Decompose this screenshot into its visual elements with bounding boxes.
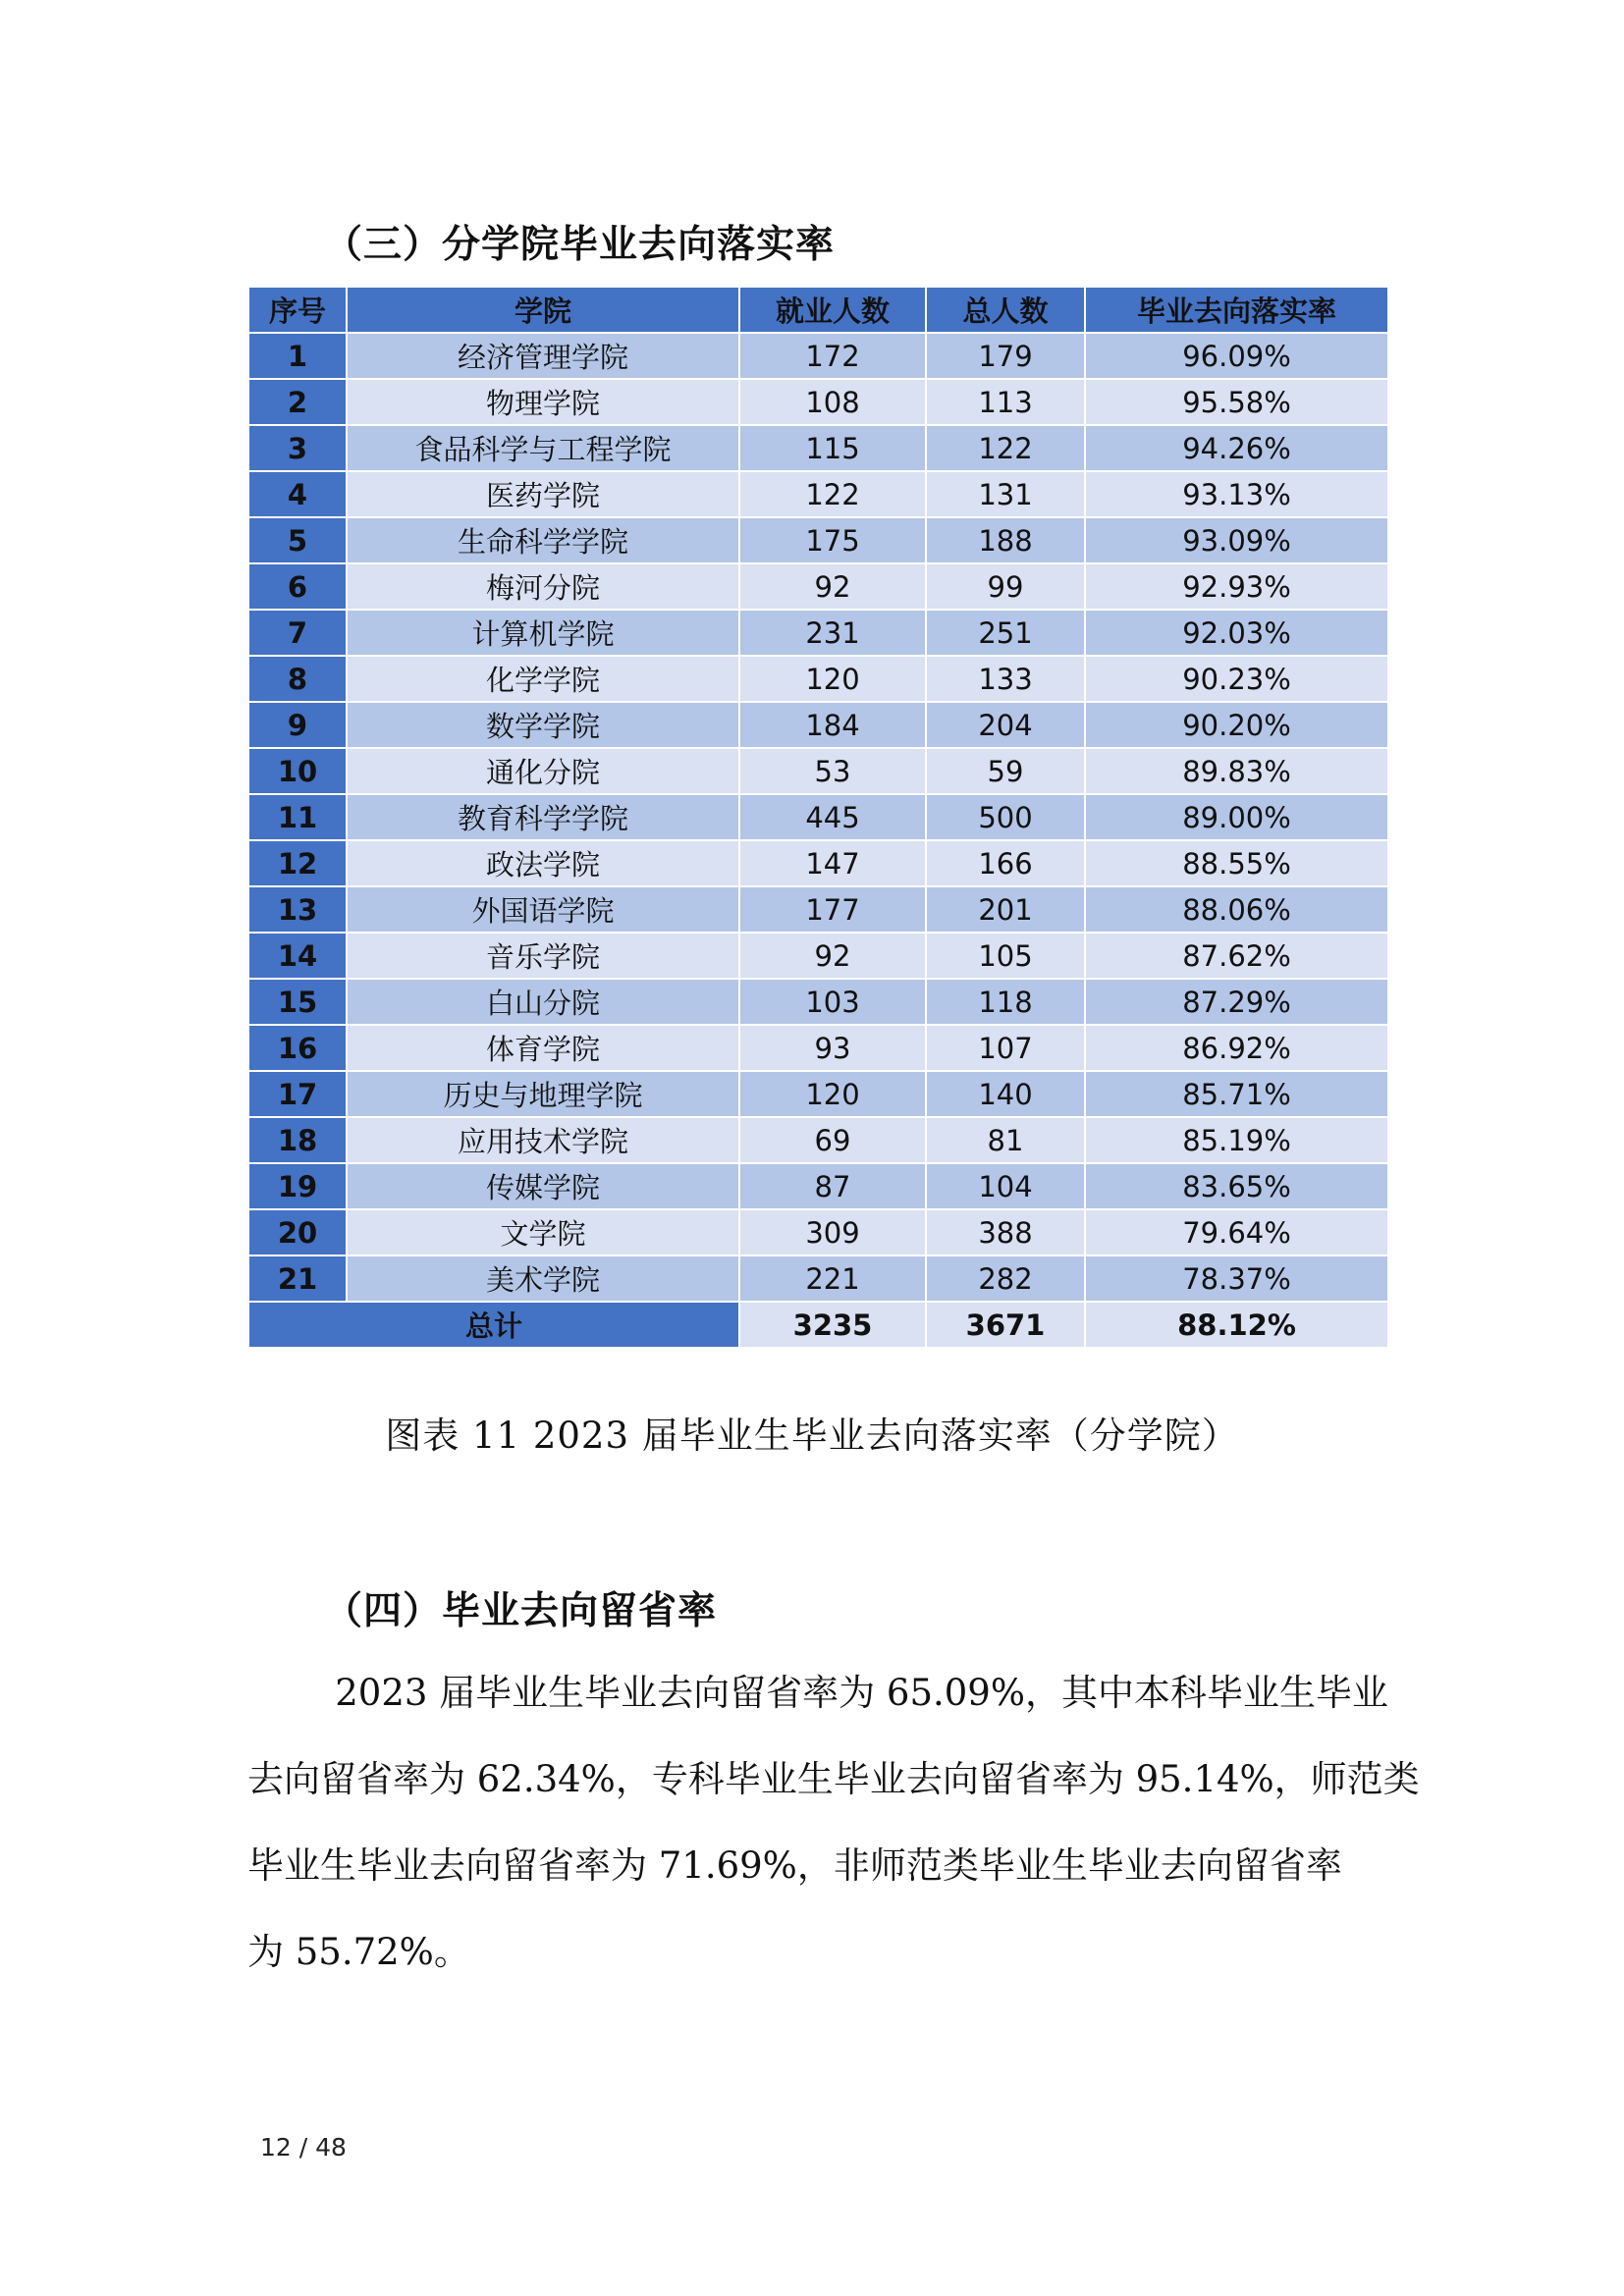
cell-total: 99 xyxy=(926,563,1085,610)
table-row xyxy=(248,886,1388,933)
cell-college: 文学院 xyxy=(347,1209,739,1255)
cell-college: 物理学院 xyxy=(347,379,739,425)
cell-rate: 89.00% xyxy=(1085,794,1388,840)
cell-rate: 89.83% xyxy=(1085,748,1388,794)
cell-total: 122 xyxy=(926,425,1085,471)
cell-college: 白山分院 xyxy=(347,979,739,1025)
figure-caption: 图表 11 2023 届毕业生毕业去向落实率（分学院） xyxy=(385,1415,1239,1457)
cell-index: 10 xyxy=(248,748,347,794)
header-rate: 毕业去向落实率 xyxy=(1085,287,1388,333)
paragraph-line-3: 毕业生毕业去向留省率为 71.69%，非师范类毕业生毕业去向留省率 xyxy=(247,1844,1342,1887)
table-row xyxy=(248,840,1388,886)
cell-employed: 103 xyxy=(739,979,926,1025)
cell-college: 生命科学学院 xyxy=(347,517,739,563)
cell-employed: 93 xyxy=(739,1025,926,1071)
total-count: 3671 xyxy=(926,1302,1085,1348)
cell-index: 19 xyxy=(248,1163,347,1209)
cell-rate: 85.71% xyxy=(1085,1071,1388,1117)
cell-college: 应用技术学院 xyxy=(347,1117,739,1163)
section-3-heading: （三）分学院毕业去向落实率 xyxy=(324,223,836,267)
cell-employed: 177 xyxy=(739,886,926,933)
table-row xyxy=(248,563,1388,610)
section-4-heading: （四）毕业去向留省率 xyxy=(324,1589,718,1633)
cell-total: 251 xyxy=(926,610,1085,656)
cell-college: 政法学院 xyxy=(347,840,739,886)
cell-rate: 92.93% xyxy=(1085,563,1388,610)
cell-rate: 94.26% xyxy=(1085,425,1388,471)
cell-index: 18 xyxy=(248,1117,347,1163)
cell-index: 6 xyxy=(248,563,347,610)
cell-college: 通化分院 xyxy=(347,748,739,794)
cell-employed: 53 xyxy=(739,748,926,794)
cell-index: 12 xyxy=(248,840,347,886)
cell-rate: 96.09% xyxy=(1085,333,1388,379)
cell-rate: 93.13% xyxy=(1085,471,1388,517)
cell-index: 1 xyxy=(248,333,347,379)
total-rate: 88.12% xyxy=(1085,1302,1388,1348)
cell-college: 传媒学院 xyxy=(347,1163,739,1209)
cell-index: 4 xyxy=(248,471,347,517)
cell-total: 118 xyxy=(926,979,1085,1025)
cell-employed: 175 xyxy=(739,517,926,563)
cell-index: 15 xyxy=(248,979,347,1025)
table-row xyxy=(248,1163,1388,1209)
cell-college: 音乐学院 xyxy=(347,933,739,979)
table-row xyxy=(248,933,1388,979)
table-row xyxy=(248,748,1388,794)
total-employed: 3235 xyxy=(739,1302,926,1348)
cell-employed: 231 xyxy=(739,610,926,656)
cell-employed: 172 xyxy=(739,333,926,379)
header-index: 序号 xyxy=(248,287,347,333)
cell-college: 体育学院 xyxy=(347,1025,739,1071)
cell-employed: 115 xyxy=(739,425,926,471)
cell-total: 105 xyxy=(926,933,1085,979)
cell-college: 历史与地理学院 xyxy=(347,1071,739,1117)
cell-employed: 122 xyxy=(739,471,926,517)
table-row xyxy=(248,1255,1388,1302)
cell-total: 201 xyxy=(926,886,1085,933)
cell-college: 教育科学学院 xyxy=(347,794,739,840)
cell-rate: 85.19% xyxy=(1085,1117,1388,1163)
table-body xyxy=(248,333,1388,1302)
cell-employed: 120 xyxy=(739,656,926,702)
cell-rate: 88.06% xyxy=(1085,886,1388,933)
cell-college: 梅河分院 xyxy=(347,563,739,610)
cell-total: 104 xyxy=(926,1163,1085,1209)
cell-index: 21 xyxy=(248,1255,347,1302)
table-row xyxy=(248,1025,1388,1071)
cell-total: 282 xyxy=(926,1255,1085,1302)
header-college: 学院 xyxy=(347,287,739,333)
cell-total: 188 xyxy=(926,517,1085,563)
cell-rate: 87.29% xyxy=(1085,979,1388,1025)
cell-total: 131 xyxy=(926,471,1085,517)
cell-total: 166 xyxy=(926,840,1085,886)
cell-total: 140 xyxy=(926,1071,1085,1117)
cell-employed: 147 xyxy=(739,840,926,886)
cell-rate: 79.64% xyxy=(1085,1209,1388,1255)
page-number: 12 / 48 xyxy=(260,2133,347,2162)
cell-total: 500 xyxy=(926,794,1085,840)
cell-index: 11 xyxy=(248,794,347,840)
table-row xyxy=(248,425,1388,471)
cell-employed: 92 xyxy=(739,933,926,979)
table-row xyxy=(248,379,1388,425)
table-row xyxy=(248,979,1388,1025)
cell-index: 7 xyxy=(248,610,347,656)
table-row xyxy=(248,656,1388,702)
cell-index: 20 xyxy=(248,1209,347,1255)
table-row xyxy=(248,794,1388,840)
cell-rate: 92.03% xyxy=(1085,610,1388,656)
cell-employed: 92 xyxy=(739,563,926,610)
table-row xyxy=(248,471,1388,517)
cell-total: 59 xyxy=(926,748,1085,794)
cell-rate: 88.55% xyxy=(1085,840,1388,886)
cell-rate: 78.37% xyxy=(1085,1255,1388,1302)
cell-college: 经济管理学院 xyxy=(347,333,739,379)
table-header-row xyxy=(248,287,1388,333)
cell-total: 133 xyxy=(926,656,1085,702)
cell-total: 179 xyxy=(926,333,1085,379)
cell-rate: 86.92% xyxy=(1085,1025,1388,1071)
header-total: 总人数 xyxy=(926,287,1085,333)
cell-college: 医药学院 xyxy=(347,471,739,517)
total-label: 总计 xyxy=(248,1302,739,1348)
table-row xyxy=(248,1209,1388,1255)
cell-employed: 445 xyxy=(739,794,926,840)
cell-college: 数学学院 xyxy=(347,702,739,748)
header-employed: 就业人数 xyxy=(739,287,926,333)
cell-index: 2 xyxy=(248,379,347,425)
cell-index: 16 xyxy=(248,1025,347,1071)
table-row xyxy=(248,1117,1388,1163)
cell-total: 113 xyxy=(926,379,1085,425)
total-row xyxy=(248,1302,1388,1348)
table-row xyxy=(248,610,1388,656)
cell-index: 9 xyxy=(248,702,347,748)
college-placement-table xyxy=(247,286,1389,1349)
cell-index: 8 xyxy=(248,656,347,702)
table-row xyxy=(248,1071,1388,1117)
paragraph-line-2: 去向留省率为 62.34%，专科毕业生毕业去向留省率为 95.14%，师范类 xyxy=(247,1758,1420,1800)
cell-total: 81 xyxy=(926,1117,1085,1163)
cell-employed: 108 xyxy=(739,379,926,425)
cell-college: 外国语学院 xyxy=(347,886,739,933)
cell-employed: 221 xyxy=(739,1255,926,1302)
cell-index: 14 xyxy=(248,933,347,979)
cell-index: 13 xyxy=(248,886,347,933)
cell-rate: 83.65% xyxy=(1085,1163,1388,1209)
cell-rate: 90.20% xyxy=(1085,702,1388,748)
cell-total: 204 xyxy=(926,702,1085,748)
cell-college: 美术学院 xyxy=(347,1255,739,1302)
cell-college: 食品科学与工程学院 xyxy=(347,425,739,471)
cell-college: 化学学院 xyxy=(347,656,739,702)
cell-index: 17 xyxy=(248,1071,347,1117)
cell-rate: 90.23% xyxy=(1085,656,1388,702)
cell-rate: 87.62% xyxy=(1085,933,1388,979)
table-row xyxy=(248,702,1388,748)
table-row xyxy=(248,333,1388,379)
cell-employed: 87 xyxy=(739,1163,926,1209)
cell-employed: 309 xyxy=(739,1209,926,1255)
cell-employed: 184 xyxy=(739,702,926,748)
cell-index: 3 xyxy=(248,425,347,471)
table-row xyxy=(248,517,1388,563)
cell-rate: 95.58% xyxy=(1085,379,1388,425)
cell-index: 5 xyxy=(248,517,347,563)
paragraph-line-4: 为 55.72%。 xyxy=(247,1931,470,1973)
cell-total: 388 xyxy=(926,1209,1085,1255)
cell-total: 107 xyxy=(926,1025,1085,1071)
paragraph-line-1: 2023 届毕业生毕业去向留省率为 65.09%，其中本科毕业生毕业 xyxy=(335,1672,1388,1714)
cell-employed: 120 xyxy=(739,1071,926,1117)
cell-employed: 69 xyxy=(739,1117,926,1163)
cell-college: 计算机学院 xyxy=(347,610,739,656)
cell-rate: 93.09% xyxy=(1085,517,1388,563)
